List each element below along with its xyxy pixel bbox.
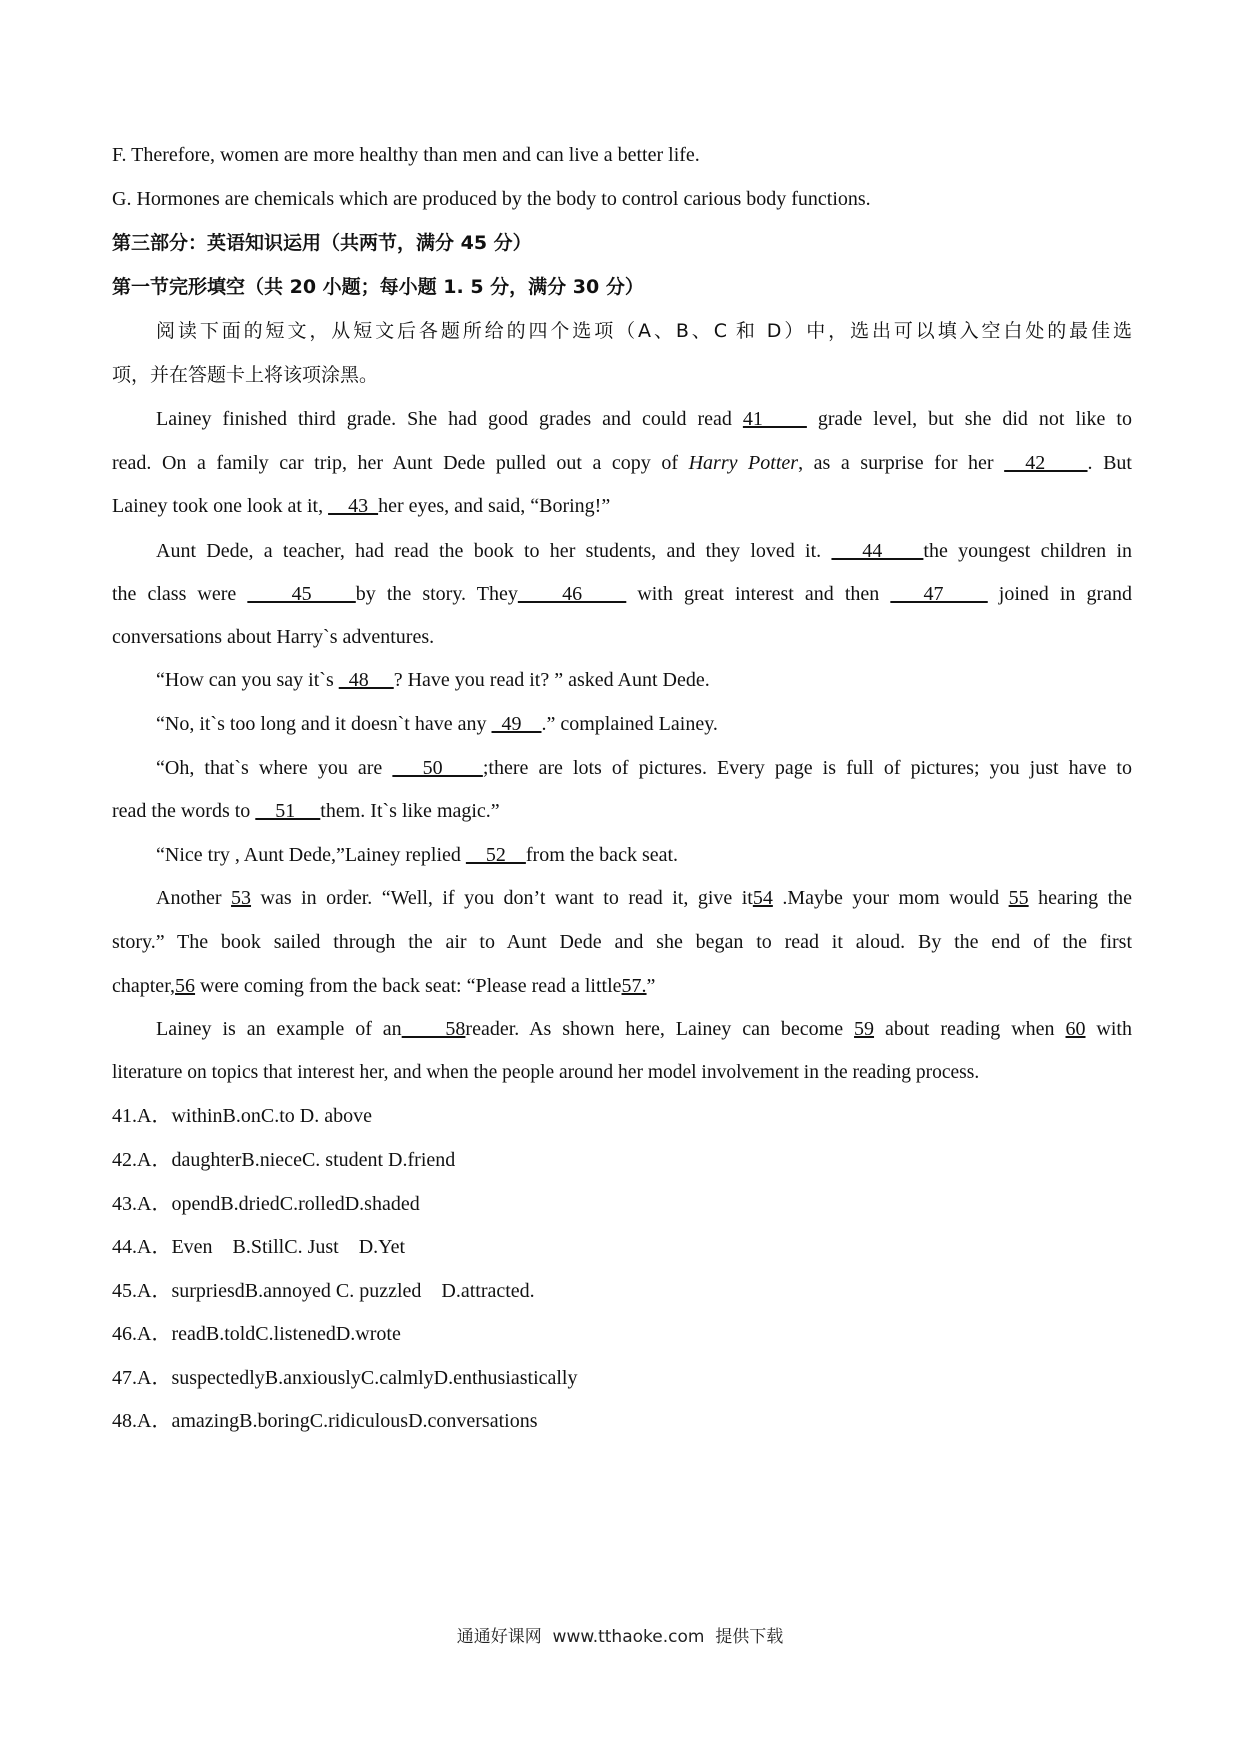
blank-45: 45 [247, 583, 356, 605]
option-f: F. Therefore, women are more healthy than men and can live a better life. [112, 144, 700, 166]
question-41: 41.A．withinB.onC.to D. above [112, 1105, 372, 1127]
passage-p1-line-1: Lainey finished third grade. She had good grades and could read 41 grade level, but she did not like to [156, 408, 1132, 430]
blank-54: 54 [752, 887, 773, 909]
blank-57: 57. [621, 975, 647, 997]
question-43: 43.A．opendB.driedC.rolledD.shaded [112, 1193, 420, 1215]
blank-51: 51 [255, 800, 321, 822]
blank-50: 50 [392, 757, 483, 779]
passage-p7-line-3: chapter,56 were coming from the back seat: “Please read a little57.” [112, 975, 656, 997]
blank-60: 60 [1065, 1018, 1086, 1040]
part3-title: 第三部分：英语知识运用（共两节，满分 45 分） [112, 232, 532, 254]
blank-52: 52 [465, 844, 526, 866]
blank-41: 41 [742, 408, 807, 430]
passage-p4: “No, it`s too long and it doesn`t have any 49 .” complained Lainey. [156, 713, 718, 735]
section1-title: 第一节完形填空（共 20 小题；每小题 1. 5 分，满分 30 分） [112, 276, 644, 298]
question-46: 46.A．readB.toldC.listenedD.wrote [112, 1323, 401, 1345]
passage-p2-line-2: the class were 45 by the story. They 46 with great interest and then 47 joined in grand [112, 583, 1133, 605]
passage-p5-line-2: read the words to 51 them. It`s like magic.” [112, 800, 500, 822]
blank-47: 47 [890, 583, 988, 605]
option-g: G. Hormones are chemicals which are produced by the body to control carious body functions. [112, 188, 871, 210]
instructions-line-1: 阅读下面的短文，从短文后各题所给的四个选项（A、B、C 和 D）中，选出可以填入空白处的最佳选 [156, 320, 1132, 342]
blank-44: 44 [831, 540, 924, 562]
passage-p8-line-1: Lainey is an example of an 58reader. As shown here, Lainey can become 59 about reading when 60 with [156, 1018, 1132, 1040]
blank-48: 48 [338, 669, 394, 691]
question-42: 42.A．daughterB.nieceC. student D.friend [112, 1149, 456, 1171]
blank-55: 55 [1008, 887, 1029, 909]
book-title: Harry Potter [688, 452, 799, 474]
blank-43: 43 [328, 495, 379, 517]
passage-p1-line-2: read. On a family car trip, her Aunt Dede pulled out a copy of Harry Potter, as a surprise for her 42 . But [112, 452, 1132, 474]
blank-56: 56 [175, 975, 196, 997]
passage-p2-line-3: conversations about Harry`s adventures. [112, 626, 435, 648]
page-footer: 通通好课网 www.tthaoke.com 提供下载 [456, 1627, 784, 1647]
blank-59: 59 [854, 1018, 875, 1040]
passage-p6: “Nice try , Aunt Dede,”Lainey replied 52 from the back seat. [156, 844, 679, 866]
passage-p7-line-2: story.” The book sailed through the air to Aunt Dede and she began to read it aloud. By the end of the first [112, 931, 1132, 953]
blank-49: 49 [491, 713, 542, 735]
question-47: 47.A．suspectedlyB.anxiouslyC.calmlyD.enthusiastically [112, 1367, 578, 1389]
question-44: 44.A．Even B.StillC. Just D.Yet [112, 1236, 406, 1258]
blank-42: 42 [1004, 452, 1088, 474]
blank-58: 58 [401, 1018, 466, 1040]
passage-p7-line-1: Another 53 was in order. “Well, if you don’t want to read it, give it54 .Maybe your mom would 55 hearing the [156, 887, 1133, 909]
passage-p1-line-3: Lainey took one look at it, 43 her eyes, and said, “Boring!” [112, 495, 611, 517]
instructions-line-2: 项，并在答题卡上将该项涂黑。 [112, 364, 379, 386]
question-48: 48.A．amazingB.boringC.ridiculousD.conversations [112, 1410, 538, 1432]
passage-p3: “How can you say it`s 48 ? Have you read it? ” asked Aunt Dede. [156, 669, 710, 691]
passage-p2-line-1: Aunt Dede, a teacher, had read the book to her students, and they loved it. 44 the youngest children in [156, 540, 1132, 562]
passage-p8-line-2: literature on topics that interest her, and when the people around her model involvement in the reading process. [112, 1062, 980, 1083]
blank-53: 53 [231, 887, 252, 909]
passage-p5-line-1: “Oh, that`s where you are 50 ;there are lots of pictures. Every page is full of pictures; you just have to [156, 757, 1132, 779]
question-45: 45.A．surpriesdB.annoyed C. puzzled D.attracted. [112, 1280, 535, 1302]
blank-46: 46 [517, 583, 627, 605]
